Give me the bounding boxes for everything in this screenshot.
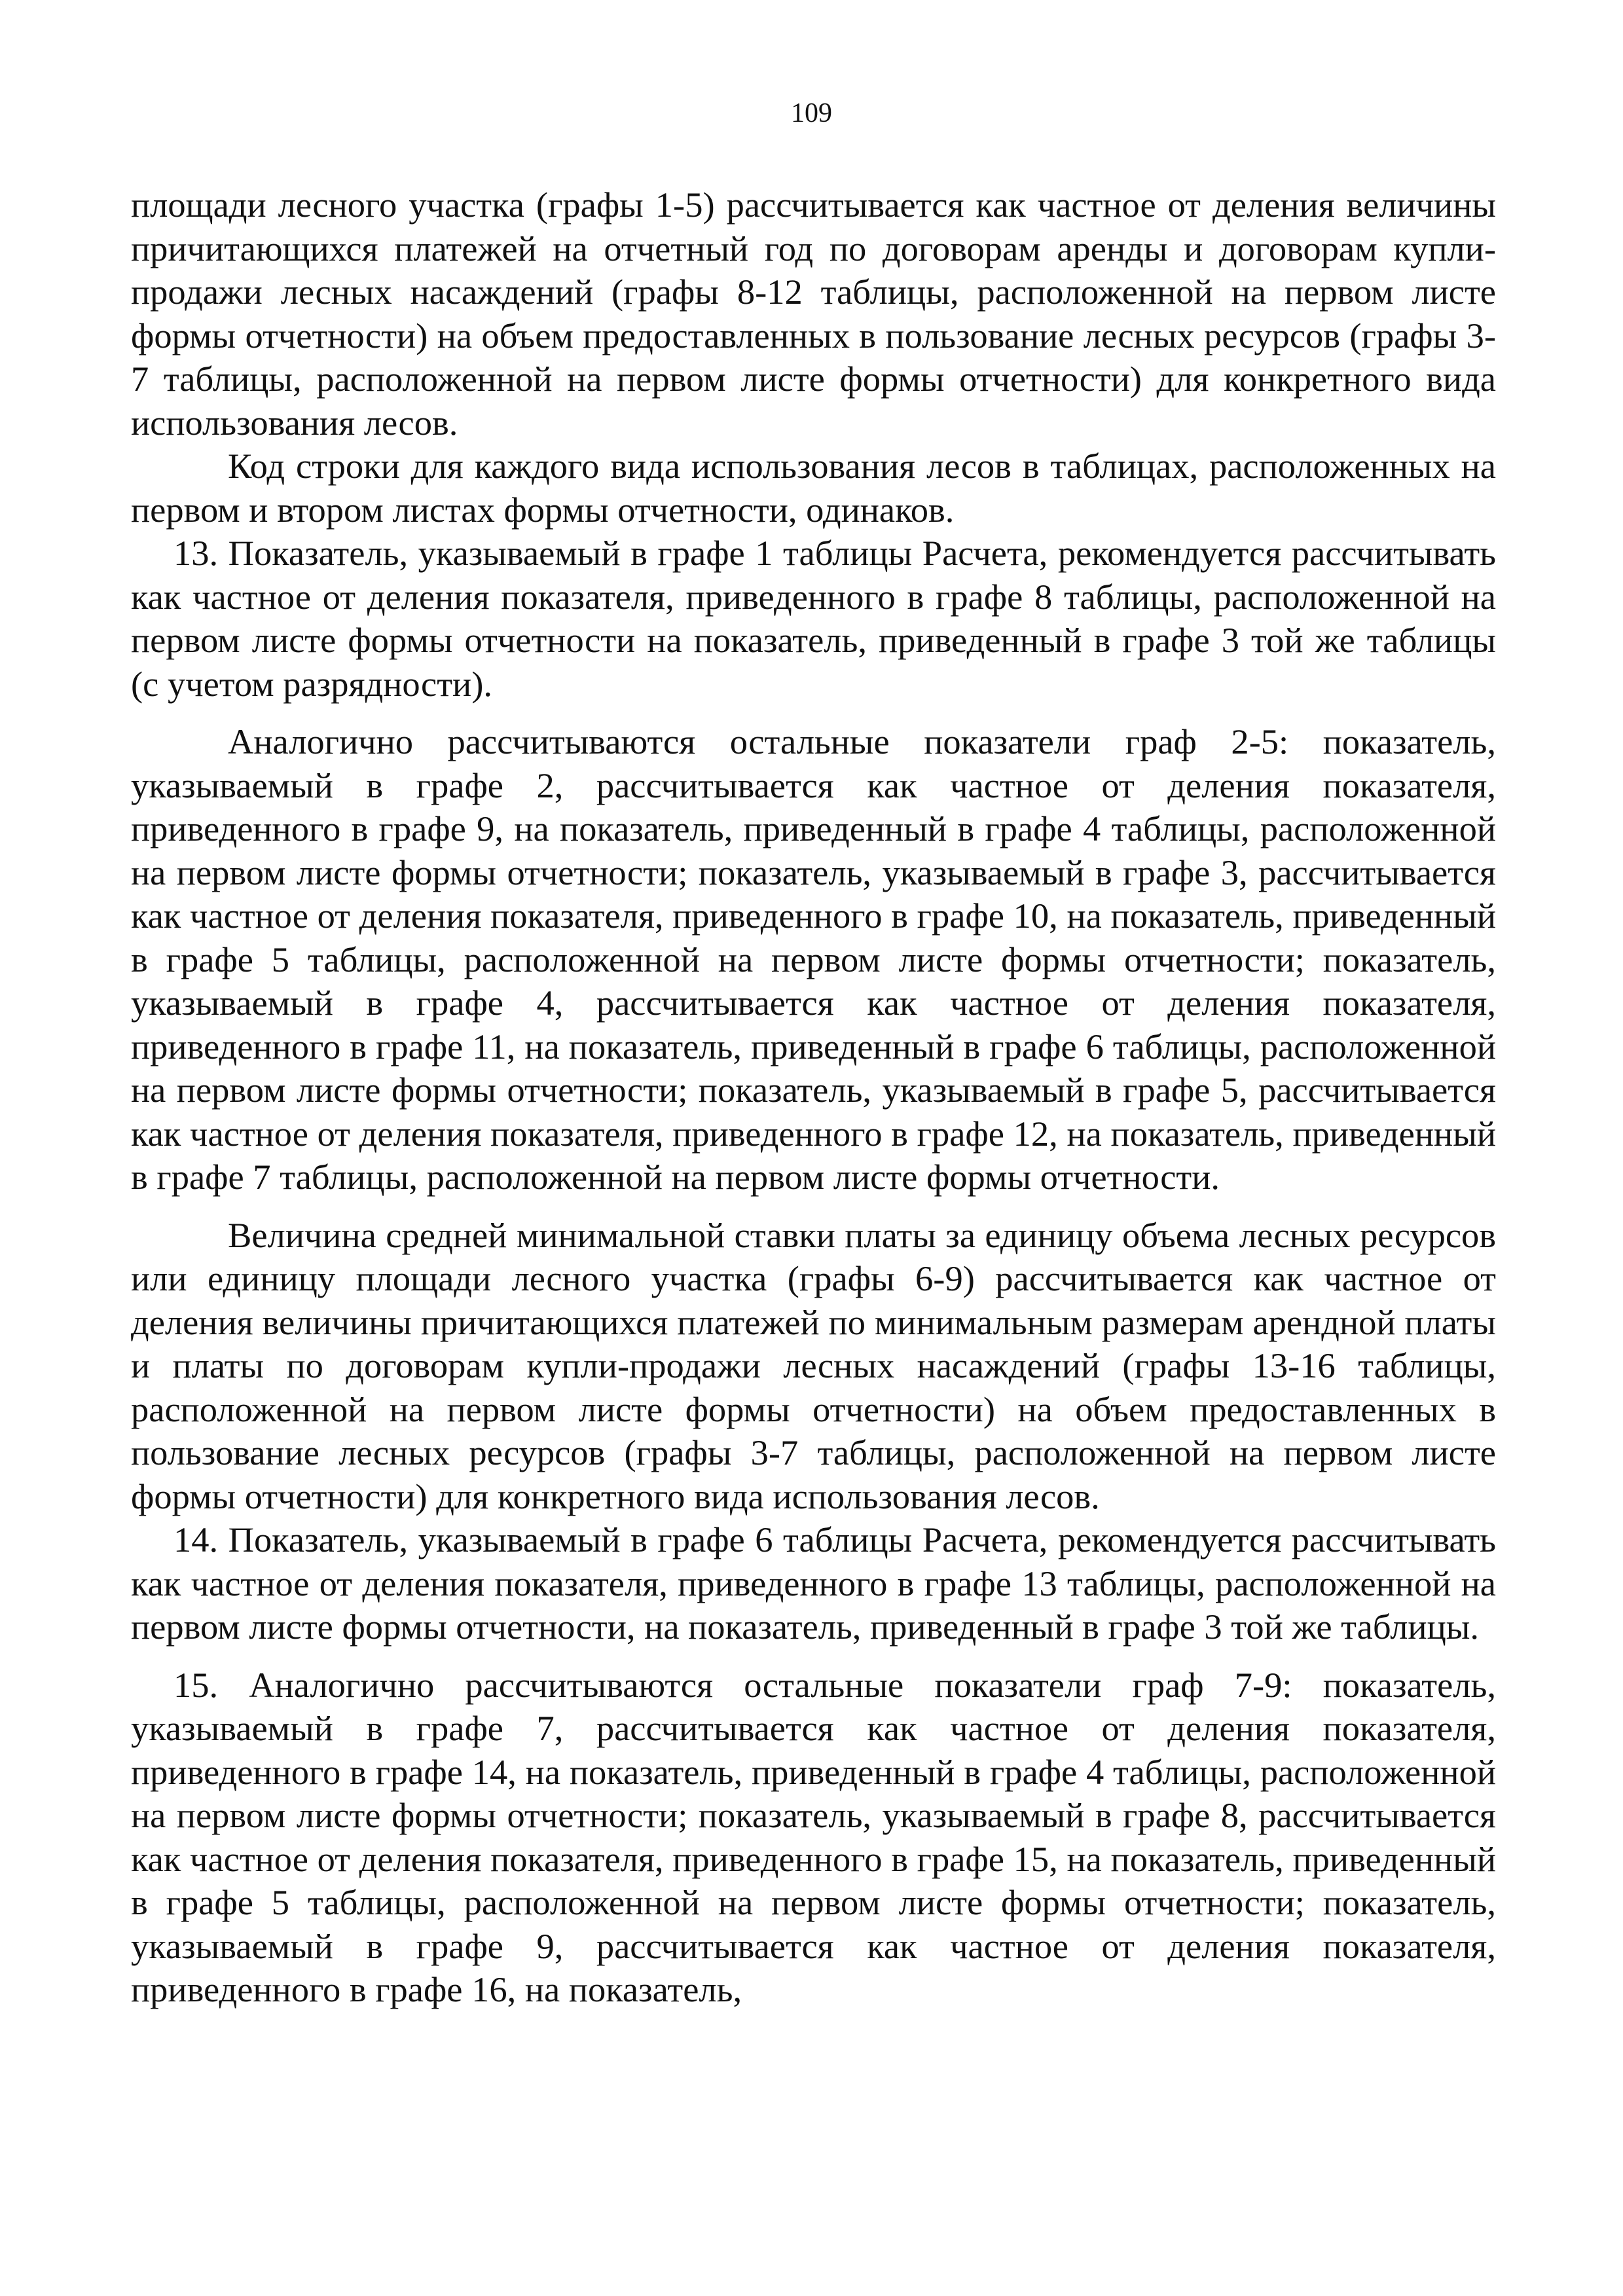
paragraph-item-13: 13. Показатель, указываемый в графе 1 таблицы Расчета, рекомендуется рассчитывать как частное от деления показателя, приведенного в графе 8 таблицы, расположенной на первом листе формы отчетности на показатель, приведенный в графе 3 той же таблицы (с учетом разрядности). bbox=[131, 533, 1496, 704]
paragraph-row-code: Код строки для каждого вида использования лесов в таблицах, расположенных на первом и втором листах формы отчетности, одинаков. bbox=[131, 446, 1496, 530]
paragraph-item-15: 15. Аналогично рассчитываются остальные показатели граф 7-9: показатель, указываемый в графе 7, рассчитывается как частное от деления показателя, приведенного в графе 14, на показатель, приведенный в графе 4 таблицы, расположенной на первом листе формы отчетности; показатель, указываемый в графе 8, рассчитывается как частное от деления показателя, приведенного в графе 15, на показатель, приведенный в графе 5 таблицы, расположенной на первом листе формы отчетности; показатель, указываемый в графе 9, рассчитывается как частное от деления показателя, приведенного в графе 16, на показатель, bbox=[131, 1664, 1496, 2009]
page-number: 109 bbox=[791, 98, 832, 128]
body-text bbox=[131, 183, 1496, 2012]
paragraph-continuation: площади лесного участка (графы 1-5) рассчитывается как частное от деления величины причитающихся платежей на отчетный год по договорам аренды и договорам купли-продажи лесных насаждений (графы 8-12 таблицы, расположенной на первом листе формы отчетности) на объем предоставленных в пользование лесных ресурсов (графы 3-7 таблицы, расположенной на первом листе формы отчетности) для конкретного вида использования лесов. bbox=[131, 185, 1496, 443]
paragraph-min-rate: Величина средней минимальной ставки платы за единицу объема лесных ресурсов или единицу площади лесного участка (графы 6-9) рассчитывается как частное от деления величины причитающихся платежей по минимальным размерам арендной платы и платы по договорам купли-продажи лесных насаждений (графы 13-16 таблицы, расположенной на первом листе формы отчетности) на объем предоставленных в пользование лесных ресурсов (графы 3-7 таблицы, расположенной на первом листе формы отчетности) для конкретного вида использования лесов. bbox=[131, 1214, 1496, 1516]
paragraph-columns-2-5: Аналогично рассчитываются остальные показатели граф 2-5: показатель, указываемый в графе 2, рассчитывается как частное от деления показателя, приведенного в графе 9, на показатель, приведенный в графе 4 таблицы, расположенной на первом листе формы отчетности; показатель, указываемый в графе 3, рассчитывается как частное от деления показателя, приведенного в графе 10, на показатель, приведенный в графе 5 таблицы, расположенной на первом листе формы отчетности; показатель, указываемый в графе 4, рассчитывается как частное от деления показателя, приведенного в графе 11, на показатель, приведенный в графе 6 таблицы, расположенной на первом листе формы отчетности; показатель, указываемый в графе 5, рассчитывается как частное от деления показателя, приведенного в графе 12, на показатель, приведенный в графе 7 таблицы, расположенной на первом листе формы отчетности. bbox=[131, 721, 1496, 1197]
paragraph-item-14: 14. Показатель, указываемый в графе 6 таблицы Расчета, рекомендуется рассчитывать как частное от деления показателя, приведенного в графе 13 таблицы, расположенной на первом листе формы отчетности, на показатель, приведенный в графе 3 той же таблицы. bbox=[131, 1520, 1496, 1647]
